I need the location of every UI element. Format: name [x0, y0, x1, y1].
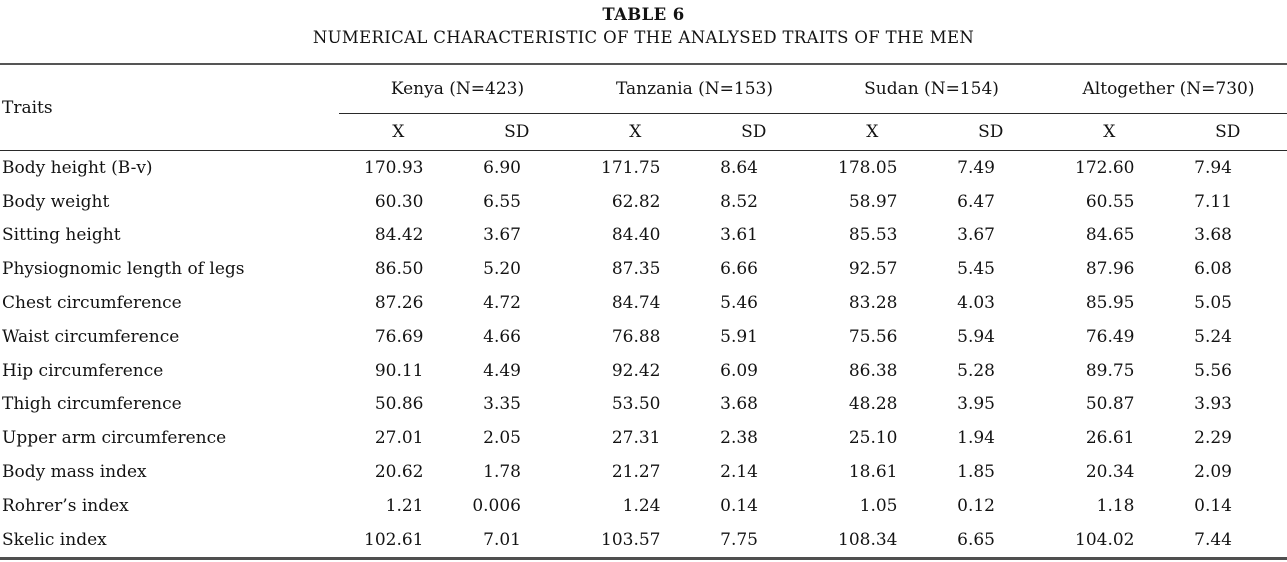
sd-value: 6.65	[957, 529, 995, 550]
sd-value: 0.14	[720, 495, 758, 516]
table-row	[0, 286, 1287, 320]
group-header-sudan: Sudan (N=154)	[813, 64, 1050, 114]
group-header-altogether: Altogether (N=730)	[1050, 64, 1287, 114]
mean-value: 18.61	[848, 462, 898, 483]
group-header-row	[0, 64, 1287, 114]
trait-label: Upper arm circumference	[2, 428, 227, 449]
trait-label: Thigh circumference	[2, 394, 182, 415]
mean-value: 87.96	[1085, 259, 1135, 280]
table-row	[0, 185, 1287, 219]
sd-value: 8.52	[720, 191, 758, 212]
table-row	[0, 489, 1287, 523]
mean-value: 60.55	[1085, 191, 1135, 212]
sd-value: 3.35	[483, 394, 521, 415]
sd-value: 7.49	[957, 157, 995, 178]
mean-value: 87.26	[374, 293, 424, 314]
mean-value: 26.61	[1085, 428, 1135, 449]
sd-value: 6.90	[483, 157, 521, 178]
mean-value: 85.95	[1085, 293, 1135, 314]
sd-value: 3.68	[720, 394, 758, 415]
mean-value: 92.57	[848, 259, 898, 280]
mean-value: 86.38	[848, 360, 898, 381]
sd-value: 2.05	[483, 428, 521, 449]
sd-value: 5.24	[1194, 326, 1232, 347]
mean-value: 1.18	[1096, 495, 1135, 516]
sd-value: 7.01	[483, 529, 521, 550]
mean-value: 1.24	[622, 495, 661, 516]
mean-value: 20.62	[374, 462, 424, 483]
sub-header-sd: SD	[1215, 122, 1241, 142]
mean-value: 50.86	[374, 394, 424, 415]
sd-value: 4.72	[483, 293, 521, 314]
sub-header-x: X	[866, 122, 879, 142]
table-body	[0, 151, 1287, 559]
trait-label: Chest circumference	[2, 293, 182, 314]
sd-value: 0.006	[472, 495, 521, 516]
trait-label: Waist circumference	[2, 326, 180, 347]
sd-value: 0.14	[1194, 495, 1232, 516]
mean-value: 178.05	[838, 157, 898, 178]
sub-header-sd: SD	[504, 122, 530, 142]
mean-value: 53.50	[611, 394, 661, 415]
table-row	[0, 388, 1287, 422]
sub-header-x: X	[392, 122, 405, 142]
trait-label: Hip circumference	[2, 360, 164, 381]
mean-value: 76.49	[1085, 326, 1135, 347]
mean-value: 84.40	[611, 225, 661, 246]
sd-value: 0.12	[957, 495, 995, 516]
mean-value: 86.50	[374, 259, 424, 280]
mean-value: 20.34	[1085, 462, 1135, 483]
sd-value: 2.14	[720, 462, 758, 483]
sd-value: 3.68	[1194, 225, 1232, 246]
mean-value: 103.57	[601, 529, 661, 550]
mean-value: 75.56	[848, 326, 898, 347]
sd-value: 7.75	[720, 529, 758, 550]
sd-value: 6.08	[1194, 259, 1232, 280]
trait-label: Skelic index	[2, 529, 107, 550]
group-header-kenya: Kenya (N=423)	[339, 64, 576, 114]
table-row	[0, 421, 1287, 455]
sd-value: 3.95	[957, 394, 995, 415]
sd-value: 4.66	[483, 326, 521, 347]
trait-label: Rohrer’s index	[2, 495, 129, 516]
sd-value: 5.45	[957, 259, 995, 280]
table-row	[0, 523, 1287, 558]
table-number: TABLE 6	[602, 5, 685, 24]
mean-value: 27.31	[611, 428, 661, 449]
mean-value: 85.53	[848, 225, 898, 246]
table-row	[0, 354, 1287, 388]
sd-value: 6.55	[483, 191, 521, 212]
sd-value: 5.94	[957, 326, 995, 347]
table-header	[0, 64, 1287, 151]
mean-value: 48.28	[848, 394, 898, 415]
mean-value: 58.97	[848, 191, 898, 212]
sd-value: 2.09	[1194, 462, 1232, 483]
mean-value: 171.75	[601, 157, 661, 178]
mean-value: 92.42	[611, 360, 661, 381]
sd-value: 3.93	[1194, 394, 1232, 415]
mean-value: 89.75	[1085, 360, 1135, 381]
mean-value: 25.10	[848, 428, 898, 449]
table-row	[0, 455, 1287, 489]
mean-value: 104.02	[1075, 529, 1135, 550]
mean-value: 108.34	[838, 529, 898, 550]
sd-value: 6.66	[720, 259, 758, 280]
table-title: NUMERICAL CHARACTERISTIC OF THE ANALYSED TRAITS OF THE MEN	[312, 28, 975, 47]
mean-value: 27.01	[374, 428, 424, 449]
mean-value: 84.74	[611, 293, 661, 314]
table-row	[0, 219, 1287, 253]
table-row	[0, 151, 1287, 185]
mean-value: 170.93	[364, 157, 424, 178]
trait-label: Body mass index	[2, 462, 147, 483]
sd-value: 5.46	[720, 293, 758, 314]
mean-value: 76.69	[374, 326, 424, 347]
mean-value: 84.42	[374, 225, 424, 246]
mean-value: 1.05	[859, 495, 898, 516]
sd-value: 3.67	[483, 225, 521, 246]
table-caption	[0, 0, 1287, 48]
mean-value: 60.30	[374, 191, 424, 212]
sd-value: 6.47	[957, 191, 995, 212]
sd-value: 8.64	[720, 157, 758, 178]
traits-column-header: Traits	[2, 97, 53, 118]
mean-value: 1.21	[385, 495, 424, 516]
mean-value: 172.60	[1075, 157, 1135, 178]
mean-value: 62.82	[611, 191, 661, 212]
mean-value: 76.88	[611, 326, 661, 347]
sd-value: 7.94	[1194, 157, 1232, 178]
sd-value: 5.28	[957, 360, 995, 381]
sub-header-x: X	[629, 122, 642, 142]
traits-data-table	[0, 63, 1287, 560]
sd-value: 1.85	[957, 462, 995, 483]
sd-value: 4.03	[957, 293, 995, 314]
sd-value: 2.38	[720, 428, 758, 449]
sd-value: 3.67	[957, 225, 995, 246]
table-row	[0, 252, 1287, 286]
trait-label: Body height (B-v)	[2, 157, 153, 178]
sd-value: 2.29	[1194, 428, 1232, 449]
trait-label: Physiognomic length of legs	[2, 259, 245, 280]
mean-value: 84.65	[1085, 225, 1135, 246]
sd-value: 6.09	[720, 360, 758, 381]
mean-value: 50.87	[1085, 394, 1135, 415]
sub-header-sd: SD	[741, 122, 767, 142]
sd-value: 1.94	[957, 428, 995, 449]
group-header-tanzania: Tanzania (N=153)	[576, 64, 813, 114]
trait-label: Sitting height	[2, 225, 121, 246]
sd-value: 7.11	[1194, 191, 1232, 212]
sd-value: 5.56	[1194, 360, 1232, 381]
sub-header-sd: SD	[978, 122, 1004, 142]
sd-value: 5.05	[1194, 293, 1232, 314]
sd-value: 3.61	[720, 225, 758, 246]
mean-value: 87.35	[611, 259, 661, 280]
mean-value: 21.27	[611, 462, 661, 483]
sd-value: 5.20	[483, 259, 521, 280]
sd-value: 1.78	[483, 462, 521, 483]
trait-label: Body weight	[2, 191, 110, 212]
mean-value: 90.11	[374, 360, 424, 381]
sd-value: 7.44	[1194, 529, 1232, 550]
mean-value: 83.28	[848, 293, 898, 314]
mean-value: 102.61	[364, 529, 424, 550]
sub-header-x: X	[1103, 122, 1116, 142]
sd-value: 4.49	[483, 360, 521, 381]
sd-value: 5.91	[720, 326, 758, 347]
table-row	[0, 320, 1287, 354]
